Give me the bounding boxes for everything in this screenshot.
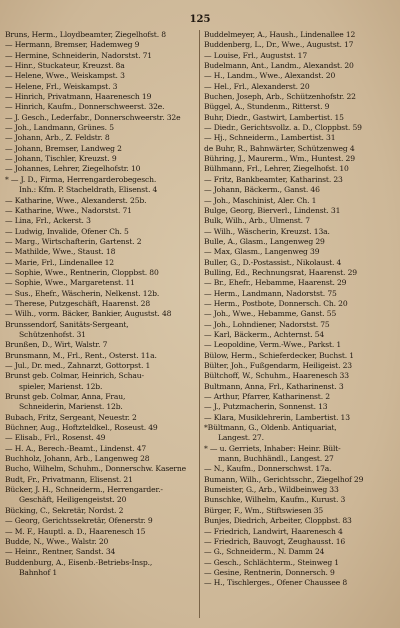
directory-entry: Bulling, Ed., Rechnungsrat, Haarenst. 29	[204, 267, 357, 277]
directory-entry: — Hinrich, Kaufm., Donnerschweerst. 32e.	[5, 102, 165, 112]
directory-entry: — Hel., Frl., Alexanderst. 20	[204, 81, 310, 91]
directory-entry: — Lina, Frl., Ackerst. 3	[5, 216, 91, 226]
directory-entry: — Johann, Bäckerm., Ganst. 46	[204, 185, 320, 195]
directory-entry: Bültchoff, W., Schuhm., Haarenesch 33	[204, 371, 349, 381]
directory-entry: Bunschke, Wilhelm, Kaufm., Kurust. 3	[204, 495, 346, 505]
directory-entry: Budt, Fr., Privatmann, Elisenst. 21	[5, 474, 133, 484]
directory-entry: — Leopoldine, Verm.-Wwe., Parkst. 1	[204, 340, 342, 350]
directory-entry: — N., Kaufm., Donnerschwst. 17a.	[204, 464, 332, 474]
directory-entry: * — u. Gerriets, Inhaber: Heinr. Bült-	[204, 443, 341, 453]
directory-entry: — Katharine, Wwe., Nadorstst. 71	[5, 205, 132, 215]
directory-entry: — Friedrich, Landwirt, Haarenesch 4	[204, 526, 343, 536]
directory-entry: — Helene, Wwe., Weiskampst. 3	[5, 71, 125, 81]
directory-entry: Bücker, J. H., Schneiderm., Herrengarder.-	[5, 485, 163, 495]
directory-entry: Bücking, C., Sekretär, Nordst. 2	[5, 505, 124, 515]
directory-entry: — Herm., Landmann, Nadorstst. 75	[204, 288, 337, 298]
directory-entry: Büchner, Aug., Hoftzteldkel., Roseust. 49	[5, 423, 158, 433]
directory-entry: — Joh., Landmann, Grünes. 5	[5, 123, 114, 133]
directory-entry: de Buhr, R., Bahnwärter, Schützenweg 4	[204, 143, 355, 153]
directory-entry: Buchholz, Johann, Arb., Langenweg 28	[5, 454, 150, 464]
directory-entry: — Louise, Frl., Augustst. 17	[204, 50, 308, 60]
directory-entry: — M. F., Hauptl. a. D., Haarenesch 15	[5, 526, 146, 536]
directory-entry: — Hermine, Schneiderin, Nadorstst. 71	[5, 50, 152, 60]
directory-entry: Bahnhof 1	[19, 567, 58, 577]
directory-entry: Inh.: Kfm. P. Stacheldrath, Elisenst. 4	[19, 185, 158, 195]
directory-entry: * — J. D., Firma, Herrengarderobegesch.	[5, 174, 157, 184]
directory-entry: — Johannes, Lehrer, Ziegelhofstr. 10	[5, 164, 141, 174]
directory-entry: Brunßen, D., Wirt, Walstr. 7	[5, 340, 108, 350]
directory-entry: — H. A., Berech.-Beamt., Lindenst. 47	[5, 443, 147, 453]
directory-entry: — Sophie, Wwe., Rentnerin, Cloppbst. 80	[5, 267, 159, 277]
directory-entry: — J. Gesch., Lederfabr., Donnerschweerstr. 32e	[5, 112, 181, 122]
directory-entry: — Wilh., vorm. Bäcker, Bankier, Augustst. 48	[5, 309, 172, 319]
directory-entry: — Therese, Putzgeschäft, Haarenst. 28	[5, 298, 151, 308]
directory-entry: — Joh., Wwe., Hebamme, Ganst. 55	[204, 309, 337, 319]
directory-entry: *Bültmann, G., Oldenb. Antiquariat,	[204, 423, 337, 433]
directory-entry: Bülhmann, Frl., Lehrer, Ziegelhofst. 10	[204, 164, 349, 174]
directory-entry: — Arthur, Pfarrer, Katharinenst. 2	[204, 392, 330, 402]
directory-entry: — Gesch., Schlächterm., Steinweg 1	[204, 557, 339, 567]
directory-entry: Buhr, Diedr., Gastwirt, Lambertist. 15	[204, 112, 344, 122]
directory-entry: Brunst geb. Colmar, Anna, Frau,	[5, 392, 126, 402]
directory-entry: Budde, N., Wwe., Walstr. 20	[5, 536, 109, 546]
directory-entry: Buller, G., D.-Postassist., Nikolaust. 4	[204, 257, 342, 267]
directory-entry: — Friedrich, Bauvogt, Zeughausst. 16	[204, 536, 346, 546]
page-number: 125	[189, 14, 211, 25]
directory-entry: — G., Schneiderm., N. Damm 24	[204, 547, 325, 557]
directory-entry: Bruns, Herm., Lloydbeamter, Ziegelhofst. 8	[5, 30, 166, 39]
directory-entry: spieler, Marienst. 12b.	[19, 381, 103, 391]
directory-entry: — Gesine, Rentnerin, Donnersch. 9	[204, 567, 335, 577]
directory-entry: — Joh., Maschinist, Aler. Ch. 1	[204, 195, 317, 205]
directory-entry: — Herm., Postbote, Donnersch. Ch. 20	[204, 298, 348, 308]
directory-entry: — Max, Glasm., Langenweg 39	[204, 247, 320, 257]
left-column	[5, 30, 197, 578]
column-divider	[199, 30, 200, 618]
directory-entry: — Johann, Bremser, Landweg 2	[5, 143, 122, 153]
directory-entry: Buddenburg, A., Eisenb.-Betriebs-Insp.,	[5, 557, 153, 567]
directory-entry: Buchen, Joseph, Arb., Schützenhofstr. 22	[204, 92, 356, 102]
directory-entry: Bubach, Fritz, Sergeant, Neuestr. 2	[5, 412, 137, 422]
directory-entry: — H., Tischlerges., Ofener Chaussee 8	[204, 578, 348, 588]
directory-entry: Buddenberg, L., Dr., Wwe., Augustst. 17	[204, 40, 354, 50]
directory-entry: — H., Landm., Wwe., Alexandst. 20	[204, 71, 336, 81]
directory-entry: Schützenhofst. 31	[19, 329, 86, 339]
directory-entry: — Hermann, Bremser, Hademweg 9	[5, 40, 140, 50]
directory-entry: — Hj., Schneiderm., Lambertist. 31	[204, 133, 336, 143]
directory-entry: — Karl, Bäckerm., Achternst. 54	[204, 329, 325, 339]
directory-entry: Brunsmann, M., Frl., Rent., Osterst. 11a.	[5, 350, 157, 360]
directory-entry: Bumeister, G., Arb., Wildbeinweg 33	[204, 485, 339, 495]
directory-entry: Brunssendorf, Sanitäts-Sergeant,	[5, 319, 129, 329]
directory-entry: Bulk, Wilh., Arb., Ulmenst. 7	[204, 216, 310, 226]
directory-entry: — Marg., Wirtschafterin, Gartenst. 2	[5, 236, 142, 246]
directory-entry: Bülter, Joh., Fußgendarm, Heiligeist. 23	[204, 361, 352, 370]
directory-entry: — Katharine, Wwe., Alexanderst. 25b.	[5, 195, 147, 205]
directory-entry: Bühring, J., Maurerm., Wm., Huntest. 29	[204, 154, 355, 164]
directory-entry: — Klara, Musiklehrerin, Lambertist. 13	[204, 412, 350, 422]
directory-entry: — J., Putzmacherin, Sonnenst. 13	[204, 402, 328, 412]
directory-entry: Langest. 27.	[218, 433, 264, 443]
directory-entry: — Diedr., Gerichtsvollz. a. D., Cloppbst. 59	[204, 123, 362, 133]
directory-entry: Büggel, A., Stundenm., Ritterst. 9	[204, 102, 330, 112]
directory-entry: — Ludwig, Invalide, Ofener Ch. 5	[5, 226, 129, 236]
directory-entry: Bunjes, Diedrich, Arbeiter, Cloppbst. 83	[204, 516, 352, 526]
right-column	[204, 30, 396, 589]
directory-entry: Bulle, A., Glasm., Langenweg 29	[204, 236, 325, 246]
directory-entry: Bultmann, Anna, Frl., Katharinenst. 3	[204, 381, 344, 391]
directory-entry: Bülow, Herm., Schieferdecker, Buchst. 1	[204, 350, 354, 360]
directory-entry: — Hinr., Stuckateur, Kreuzst. 8a	[5, 61, 125, 71]
directory-entry: Budelmann, Ant., Landm., Alexandst. 20	[204, 61, 354, 71]
directory-entry: — Wilh., Wäscherin, Kreuzst. 13a.	[204, 226, 330, 236]
directory-entry: — Mathilde, Wwe., Staust. 18	[5, 247, 116, 257]
directory-entry: Bürger, F., Wm., Stiftswiesen 35	[204, 505, 324, 515]
directory-entry: — Marie, Frl., Lindenallee 12	[5, 257, 114, 267]
directory-entry: — Johann, Arb., Z. Feldstr. 8	[5, 133, 110, 143]
directory-entry: — Helene, Frl., Weiskampst. 3	[5, 81, 118, 91]
directory-entry: — Joh., Lohndiener, Nadorstst. 75	[204, 319, 330, 329]
directory-entry: — Sophie, Wwe., Margaretenst. 11	[5, 278, 135, 288]
directory-entry: — Georg, Gerichtssekretär, Ofenerstr. 9	[5, 516, 153, 526]
directory-entry: — Johann, Tischler, Kreuzst. 9	[5, 154, 117, 164]
directory-entry: — Hinrich, Privatmann, Haarenesch 19	[5, 92, 152, 102]
directory-entry: Bucho, Wilhelm, Schuhm., Donnerschw. Kaserne	[5, 464, 186, 474]
directory-entry: mann, Buchhändl., Langest. 27	[218, 454, 334, 464]
directory-entry: Schneiderin, Marienst. 12b.	[19, 402, 123, 412]
directory-entry: — Jul., Dr. med., Zahnarzt, Gottorpst. 1	[5, 361, 151, 370]
directory-entry: Geschäft, Heiligengeistst. 20	[19, 495, 127, 505]
directory-entry: — Fritz, Bankbeamter, Katharinst. 23	[204, 174, 343, 184]
directory-entry: Bulge, Georg, Bierverl., Lindenst. 31	[204, 205, 341, 215]
directory-entry: — Elisab., Frl., Rosenst. 49	[5, 433, 106, 443]
directory-entry: — Br., Ehefr., Hebamme, Haarenst. 29	[204, 278, 347, 288]
directory-entry: Brunst geb. Colmar, Heinrich, Schau-	[5, 371, 144, 381]
directory-entry: — Heinr., Rentner, Sandst. 34	[5, 547, 116, 557]
directory-entry: Bumann, Wilh., Gerichtsschr., Ziegelhof 29	[204, 474, 364, 484]
directory-entry: Buddelmeyer, A., Haush., Lindenallee 12	[204, 30, 356, 39]
directory-entry: — Sus., Ehefr., Wäscherin, Nelkenst. 12b.	[5, 288, 160, 298]
